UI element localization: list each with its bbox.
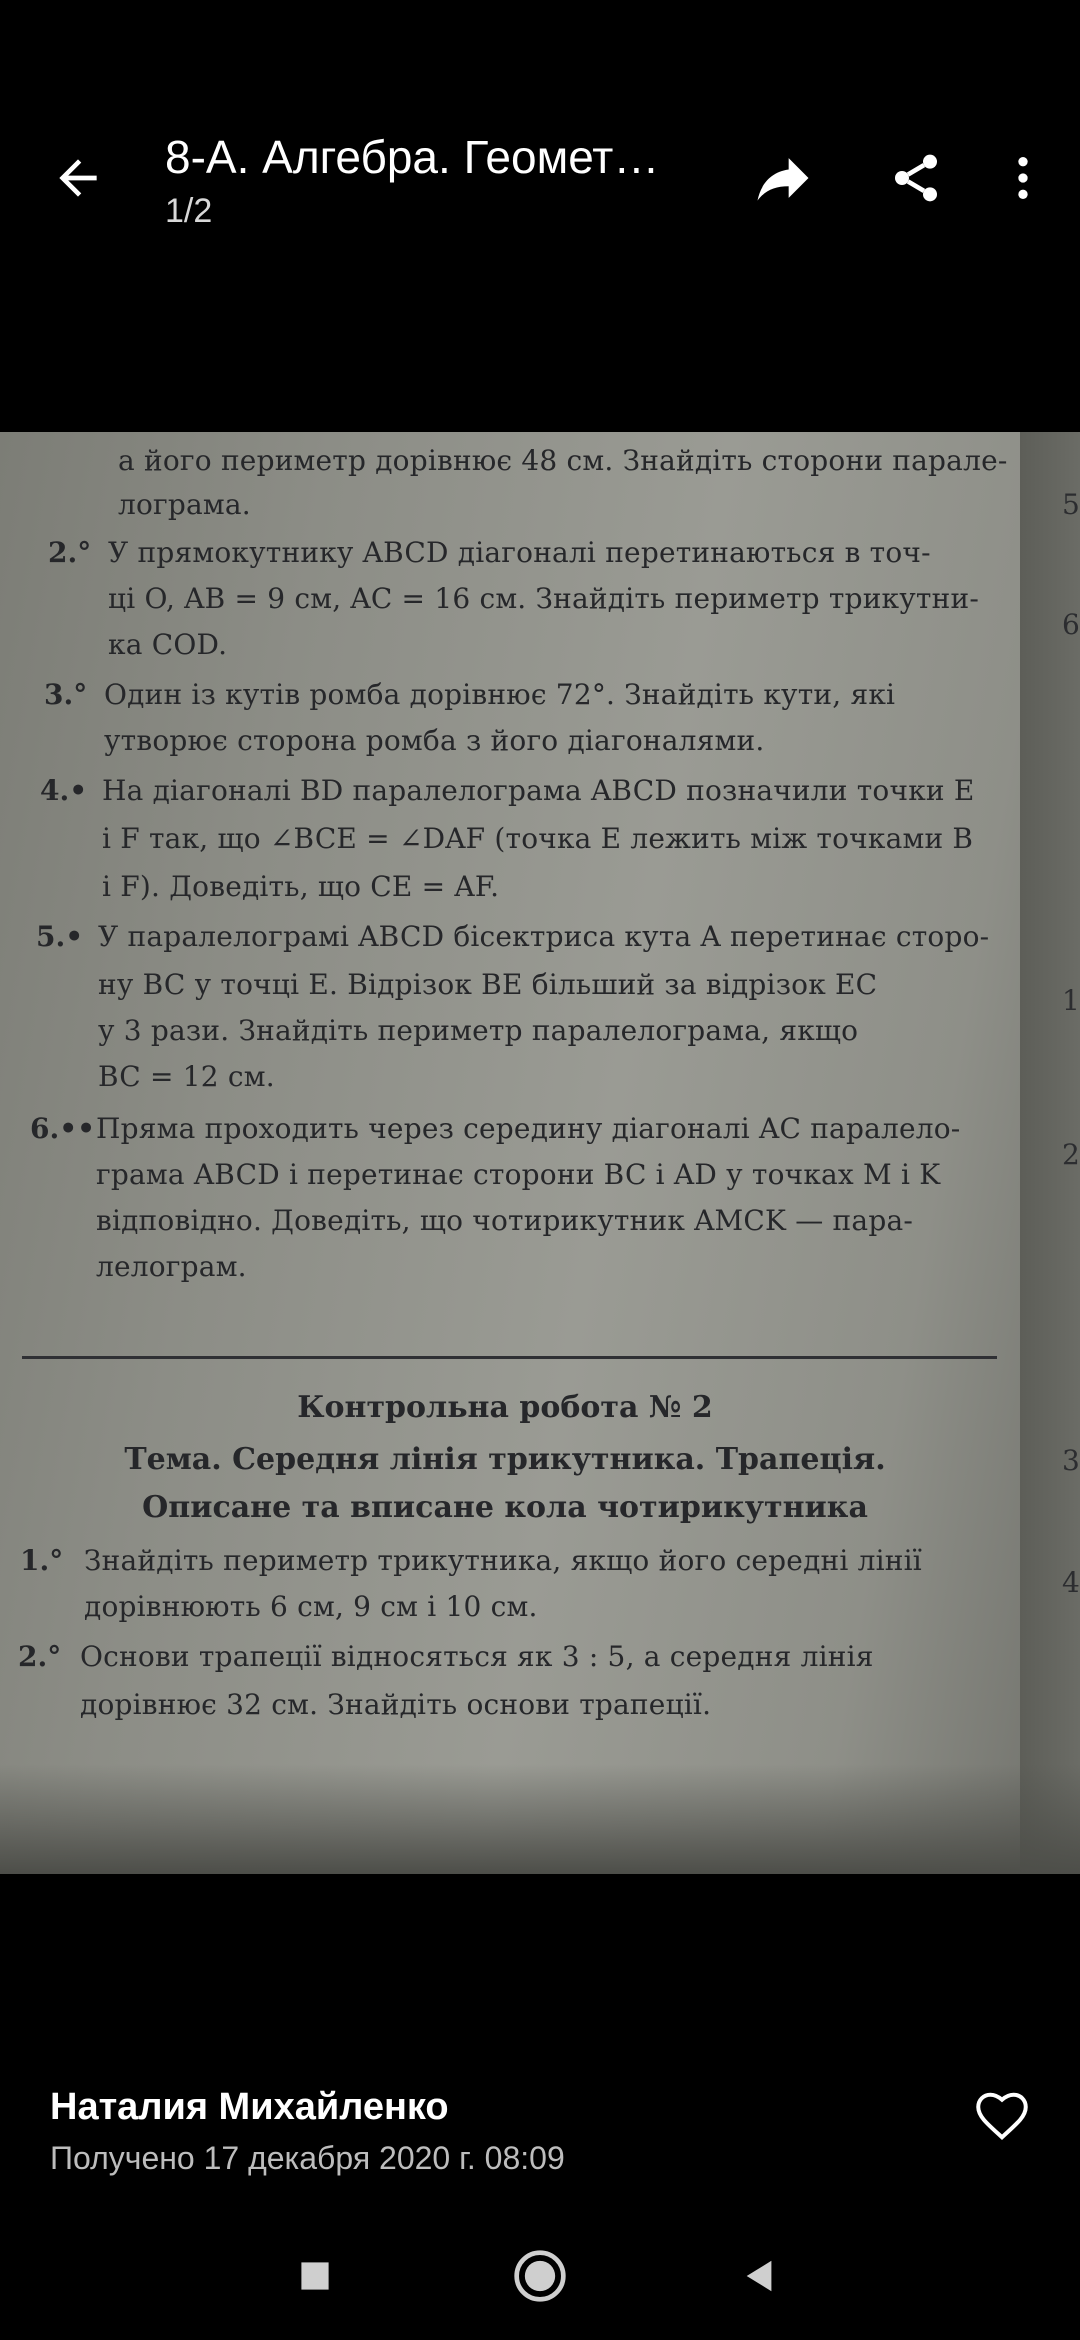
- problem-number: 4.•: [40, 774, 88, 807]
- text-line: і F). Доведіть, що CE = AF.: [102, 870, 500, 903]
- section-divider: [22, 1356, 997, 1359]
- text-line: дорівнює 32 см. Знайдіть основи трапеції.: [80, 1688, 712, 1721]
- square-icon: [298, 2259, 332, 2293]
- text-line: BC = 12 см.: [98, 1060, 275, 1093]
- text-line: Основи трапеції відносяться як 3 : 5, а середня лінія: [80, 1640, 874, 1673]
- nav-home-button[interactable]: [500, 2236, 580, 2316]
- problem-number: 1.°: [20, 1544, 64, 1577]
- problem-number: 2.°: [18, 1640, 62, 1673]
- text-line: а його периметр дорівнює 48 см. Знайдіть сторони парале-: [118, 444, 1008, 477]
- share-icon: [888, 150, 944, 206]
- text-line: грама ABCD і перетинає сторони BC і AD у точках M і K: [96, 1158, 941, 1191]
- triangle-back-icon: [741, 2257, 779, 2295]
- text-line: ці O, AB = 9 см, AC = 16 см. Знайдіть периметр трикутни-: [108, 582, 980, 615]
- like-button[interactable]: [966, 2080, 1038, 2152]
- text-line: ка COD.: [108, 628, 228, 661]
- text-line: Пряма проходить через середину діагоналі AC паралело-: [96, 1112, 961, 1145]
- nav-recent-apps-button[interactable]: [275, 2236, 355, 2316]
- text-line: лограма.: [118, 488, 251, 521]
- text-line: Один із кутів ромба дорівнює 72°. Знайдіть кути, які: [104, 678, 896, 711]
- image-counter: 1/2: [165, 192, 213, 230]
- top-app-bar: [0, 0, 1080, 300]
- more-options-button[interactable]: [985, 140, 1061, 216]
- margin-number: 6: [1062, 608, 1080, 641]
- received-timestamp: Получено 17 декабря 2020 г. 08:09: [50, 2140, 565, 2176]
- margin-number: 3: [1062, 1444, 1080, 1477]
- forward-button[interactable]: [745, 140, 821, 216]
- circle-icon: [512, 2248, 568, 2304]
- text-line: утворює сторона ромба з його діагоналями.: [104, 724, 765, 757]
- share-button[interactable]: [878, 140, 954, 216]
- text-line: Знайдіть периметр трикутника, якщо його середні лінії: [84, 1544, 922, 1577]
- problem-number: 2.°: [48, 536, 92, 569]
- problem-number: 5.•: [36, 920, 84, 953]
- margin-number: 5: [1062, 488, 1080, 521]
- text-line: дорівнюють 6 см, 9 см і 10 см.: [84, 1590, 538, 1623]
- text-line: лелограм.: [96, 1250, 247, 1283]
- text-line: У паралелограмі ABCD бісектриса кута A перетинає сторо-: [98, 920, 990, 953]
- text-line: і F так, що ∠BCE = ∠DAF (точка E лежить між точками B: [102, 822, 974, 855]
- forward-arrow-icon: [749, 144, 817, 212]
- text-line: ну BC у точці E. Відрізок BE більший за відрізок EC: [98, 968, 878, 1001]
- problem-number: 6.••: [30, 1112, 96, 1145]
- back-button[interactable]: [40, 140, 116, 216]
- section-subheading: Описане та вписане кола чотирикутника: [142, 1490, 868, 1525]
- more-vertical-icon: [995, 150, 1051, 206]
- margin-number: 4: [1062, 1566, 1080, 1599]
- nav-back-button[interactable]: [720, 2236, 800, 2316]
- chat-title: 8-А. Алгебра. Геомет…: [165, 131, 660, 183]
- photo-viewer[interactable]: [0, 432, 1080, 1874]
- text-line: На діагоналі BD паралелограма ABCD позначили точки E: [102, 774, 975, 807]
- margin-number: 2: [1062, 1138, 1080, 1171]
- problem-number: 3.°: [44, 678, 88, 711]
- section-subheading: Тема. Середня лінія трикутника. Трапеція.: [124, 1442, 886, 1477]
- section-heading: Контрольна робота № 2: [297, 1390, 713, 1425]
- arrow-left-icon: [50, 150, 106, 206]
- page-shadow: [0, 1764, 1080, 1874]
- text-line: У прямокутнику ABCD діагоналі перетинаються в точ-: [108, 536, 931, 569]
- text-line: у 3 рази. Знайдіть периметр паралелограма, якщо: [98, 1014, 859, 1047]
- sender-name: Наталия Михайленко: [50, 2086, 449, 2128]
- text-line: відповідно. Доведіть, що чотирикутник AMCK — пара-: [96, 1204, 913, 1237]
- margin-number: 1: [1062, 984, 1080, 1017]
- heart-icon: [972, 2086, 1032, 2146]
